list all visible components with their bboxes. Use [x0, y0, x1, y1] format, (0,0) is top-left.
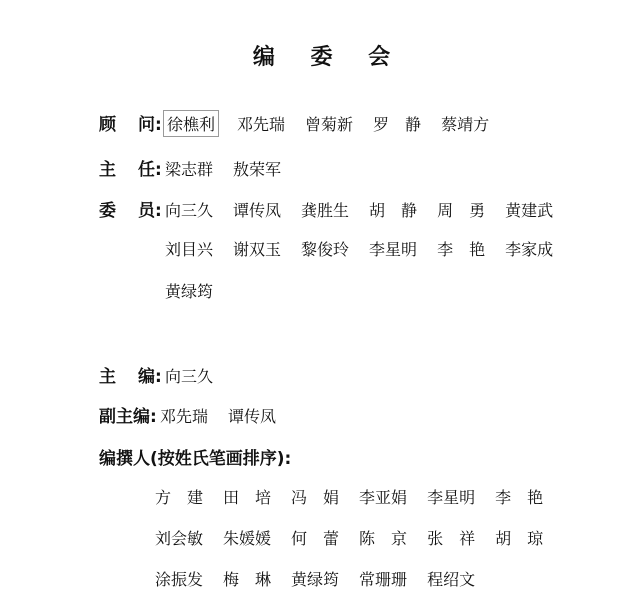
advisors-row: [99, 110, 509, 135]
compiler-name: 涂振发: [155, 570, 204, 589]
advisors-label: 顾 问: [99, 115, 155, 135]
deputy-editor-name: 邓先瑞: [160, 407, 209, 426]
member-name: 谢双玉: [233, 240, 282, 259]
members-colon: :: [155, 201, 162, 221]
members-row-2: [165, 237, 573, 260]
compiler-name: 胡 琼: [495, 529, 544, 548]
director-row: [99, 155, 301, 180]
compiler-name: 黄绿筠: [291, 570, 340, 589]
compiler-name: 李亚娟: [359, 488, 408, 507]
compilers-row-1: [155, 485, 563, 508]
compiler-name: 方 建: [155, 488, 204, 507]
compiler-name: 何 蕾: [291, 529, 340, 548]
deputy-editor-colon: :: [150, 407, 157, 427]
page-title: 编 委 会: [252, 45, 405, 70]
compiler-name: 常珊珊: [359, 570, 408, 589]
advisor-name: 罗 静: [373, 115, 422, 134]
compiler-name: 程绍文: [427, 570, 476, 589]
deputy-editor-names: [160, 404, 296, 427]
compilers-row-3: [155, 567, 495, 590]
director-names: [165, 157, 301, 180]
member-name: 龚胜生: [301, 201, 350, 220]
advisors-names: [165, 112, 509, 135]
compiler-name: 刘会敏: [155, 529, 204, 548]
deputy-editor-name: 谭传凤: [228, 407, 277, 426]
chief-editor-label: 主 编: [99, 367, 155, 387]
director-name: 梁志群: [165, 160, 214, 179]
compiler-name: 李星明: [427, 488, 476, 507]
compiler-name: 梅 琳: [223, 570, 272, 589]
member-name: 谭传凤: [233, 201, 282, 220]
director-colon: :: [155, 160, 162, 180]
member-name: 李星明: [369, 240, 418, 259]
members-names-1: [165, 198, 573, 221]
compiler-name: 李 艳: [495, 488, 544, 507]
advisor-name: 邓先瑞: [237, 115, 286, 134]
compilers-names-1: [155, 485, 563, 508]
compiler-name: 陈 京: [359, 529, 408, 548]
compilers-row-2: [155, 526, 563, 549]
member-name: 黎俊玲: [301, 240, 350, 259]
members-label: 委 员: [99, 201, 155, 221]
compilers-label: 编撰人(按姓氏笔画排序):: [99, 449, 292, 469]
member-name: 李 艳: [437, 240, 486, 259]
chief-editor-names: [165, 364, 233, 387]
member-name: 胡 静: [369, 201, 418, 220]
deputy-editor-row: [99, 402, 296, 427]
members-row-3: [165, 279, 233, 302]
member-name: 刘目兴: [165, 240, 214, 259]
chief-editor-colon: :: [155, 367, 162, 387]
compiler-name: 朱媛媛: [223, 529, 272, 548]
members-names-3: [165, 279, 233, 302]
chief-editor-name: 向三久: [165, 367, 214, 386]
deputy-editor-label: 副主编: [99, 407, 150, 427]
compilers-names-2: [155, 526, 563, 549]
director-label: 主 任: [99, 160, 155, 180]
compilers-label-row: [99, 444, 291, 469]
member-name: 向三久: [165, 201, 214, 220]
compiler-name: 田 培: [223, 488, 272, 507]
advisors-colon: :: [155, 115, 162, 135]
chief-editor-row: [99, 362, 233, 387]
member-name: 黄绿筠: [165, 282, 214, 301]
advisor-name: 徐樵利: [165, 112, 217, 135]
director-name: 敖荣军: [233, 160, 282, 179]
member-name: 周 勇: [437, 201, 486, 220]
member-name: 黄建武: [505, 201, 554, 220]
compiler-name: 冯 娟: [291, 488, 340, 507]
compilers-names-3: [155, 567, 495, 590]
member-name: 李家成: [505, 240, 554, 259]
advisor-name: 曾菊新: [305, 115, 354, 134]
advisor-name: 蔡靖方: [441, 115, 490, 134]
members-row-1: [99, 196, 573, 221]
members-names-2: [165, 237, 573, 260]
compiler-name: 张 祥: [427, 529, 476, 548]
